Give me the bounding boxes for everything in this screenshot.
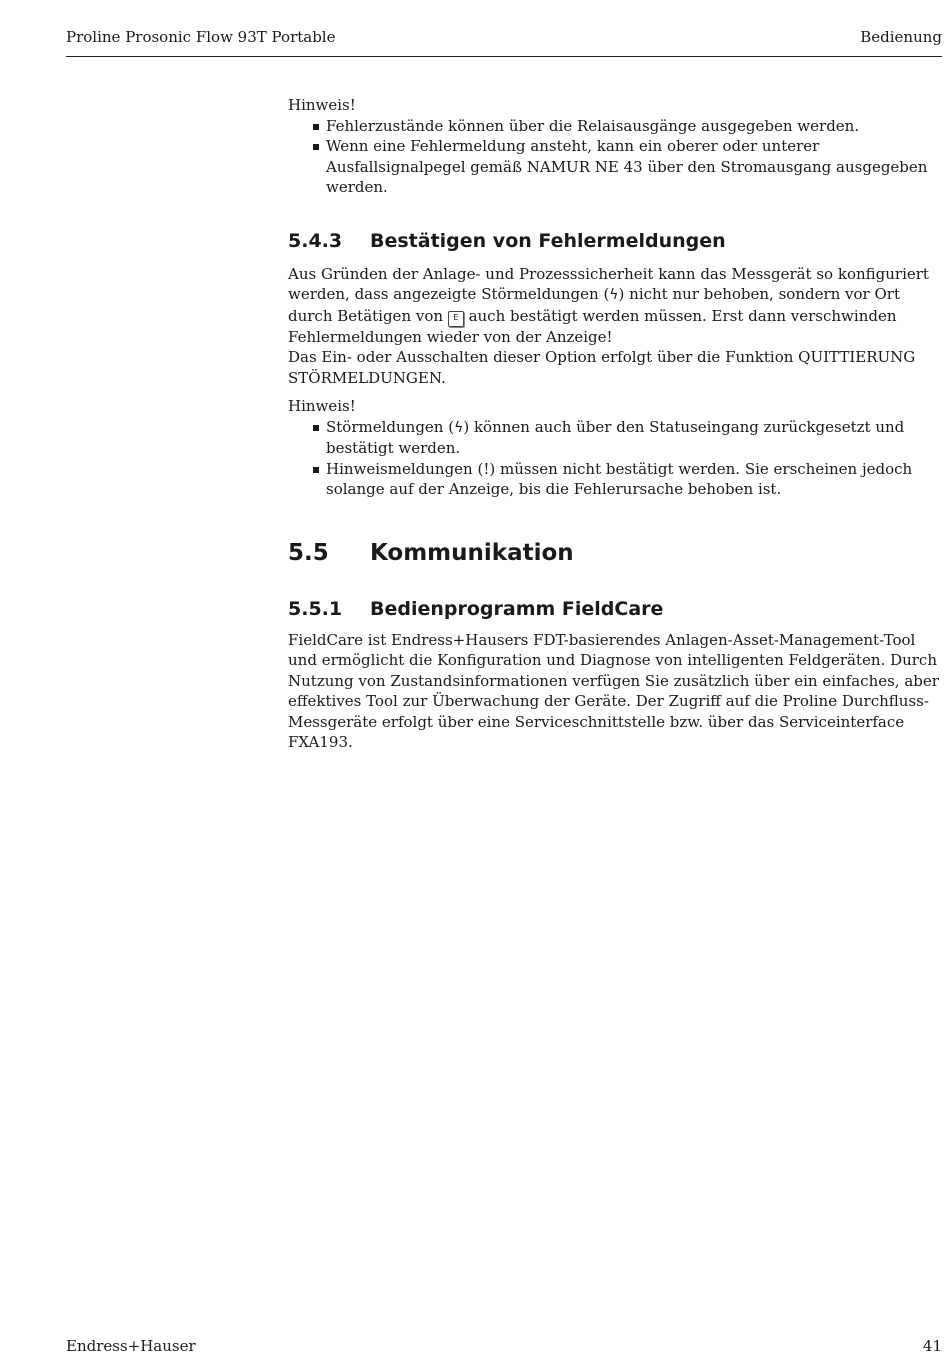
note-label: Hinweis! bbox=[288, 397, 356, 415]
section-title: Bedienprogramm FieldCare bbox=[370, 597, 664, 620]
fault-symbol-icon: ϟ bbox=[454, 419, 464, 436]
paragraph-text: ) nicht nur behoben, sondern vor Ort durch Betätigen von bbox=[288, 285, 900, 325]
paragraph-fieldcare: FieldCare ist Endress+Hausers FDT-basierendes Anlagen-Asset-Management-Tool und ermöglicht die Konfiguration und Diagnose von intelligenten Feldgeräten. Durch Nutzung von Zustandsinformationen verfügen Sie zusätzlich über ein einfaches, aber effektives Tool zur Überwachung der Geräte. Der Zugriff auf die Proline Durchfluss-Messgeräte erfolgt über eine Serviceschnittstelle bzw. über das Serviceinterface FXA193. bbox=[288, 630, 939, 751]
note-list bbox=[288, 116, 944, 198]
section-title: Kommunikation bbox=[370, 539, 574, 566]
paragraph-text: auch bestätigt werden müssen. Erst dann verschwinden Fehlermeldungen wieder von der Anzeige! bbox=[288, 306, 897, 346]
list-item: Fehlerzustände können über die Relaisausgänge ausgegeben werden. bbox=[288, 116, 944, 137]
section-heading-5-4-3 bbox=[288, 228, 944, 254]
list-item-text: ) können auch über den Statuseingang zurückgesetzt und bestätigt werden. bbox=[326, 417, 905, 457]
footer-brand: Endress+Hauser bbox=[66, 1337, 196, 1355]
note-list bbox=[288, 417, 944, 500]
header-title: Proline Prosonic Flow 93T Portable bbox=[66, 28, 336, 46]
list-item bbox=[288, 417, 944, 459]
list-item-text: Störmeldungen ( bbox=[326, 417, 455, 436]
note-block-1 bbox=[288, 95, 944, 198]
header-section: Bedienung bbox=[860, 28, 942, 46]
fault-symbol-icon: ϟ bbox=[609, 287, 619, 303]
paragraph-text: Aus Gründen der Anlage- und Prozesssicherheit kann das Messgerät so konfiguriert werden, dass angezeigte Störmeldungen ( bbox=[288, 264, 929, 303]
section-number: 5.5.1 bbox=[288, 597, 343, 620]
list-item: Wenn eine Fehlermeldung ansteht, kann ein oberer oder unterer Ausfallsignalpegel gemäß NAMUR NE 43 über den Stromausgang ausgegeben werden. bbox=[288, 136, 944, 198]
enter-key-icon: E bbox=[448, 311, 464, 327]
paragraph-confirm bbox=[288, 264, 944, 348]
page-number: 41 bbox=[922, 1337, 942, 1355]
page-content bbox=[288, 95, 944, 753]
paragraph-option: Das Ein- oder Ausschalten dieser Option erfolgt über die Funktion QUITTIERUNG STÖRMELDUNGEN. bbox=[288, 348, 916, 387]
list-item: Hinweismeldungen (!) müssen nicht bestätigt werden. Sie erscheinen jedoch solange auf der Anzeige, bis die Fehlerursache behoben ist. bbox=[288, 459, 944, 500]
note-block-2 bbox=[288, 396, 944, 500]
page-header bbox=[66, 28, 942, 57]
note-label: Hinweis! bbox=[288, 96, 356, 114]
section-number: 5.4.3 bbox=[288, 229, 343, 252]
section-heading-5-5-1 bbox=[288, 596, 944, 622]
section-number: 5.5 bbox=[288, 539, 329, 566]
section-heading-5-5 bbox=[288, 538, 944, 568]
section-title: Bestätigen von Fehlermeldungen bbox=[370, 229, 726, 252]
